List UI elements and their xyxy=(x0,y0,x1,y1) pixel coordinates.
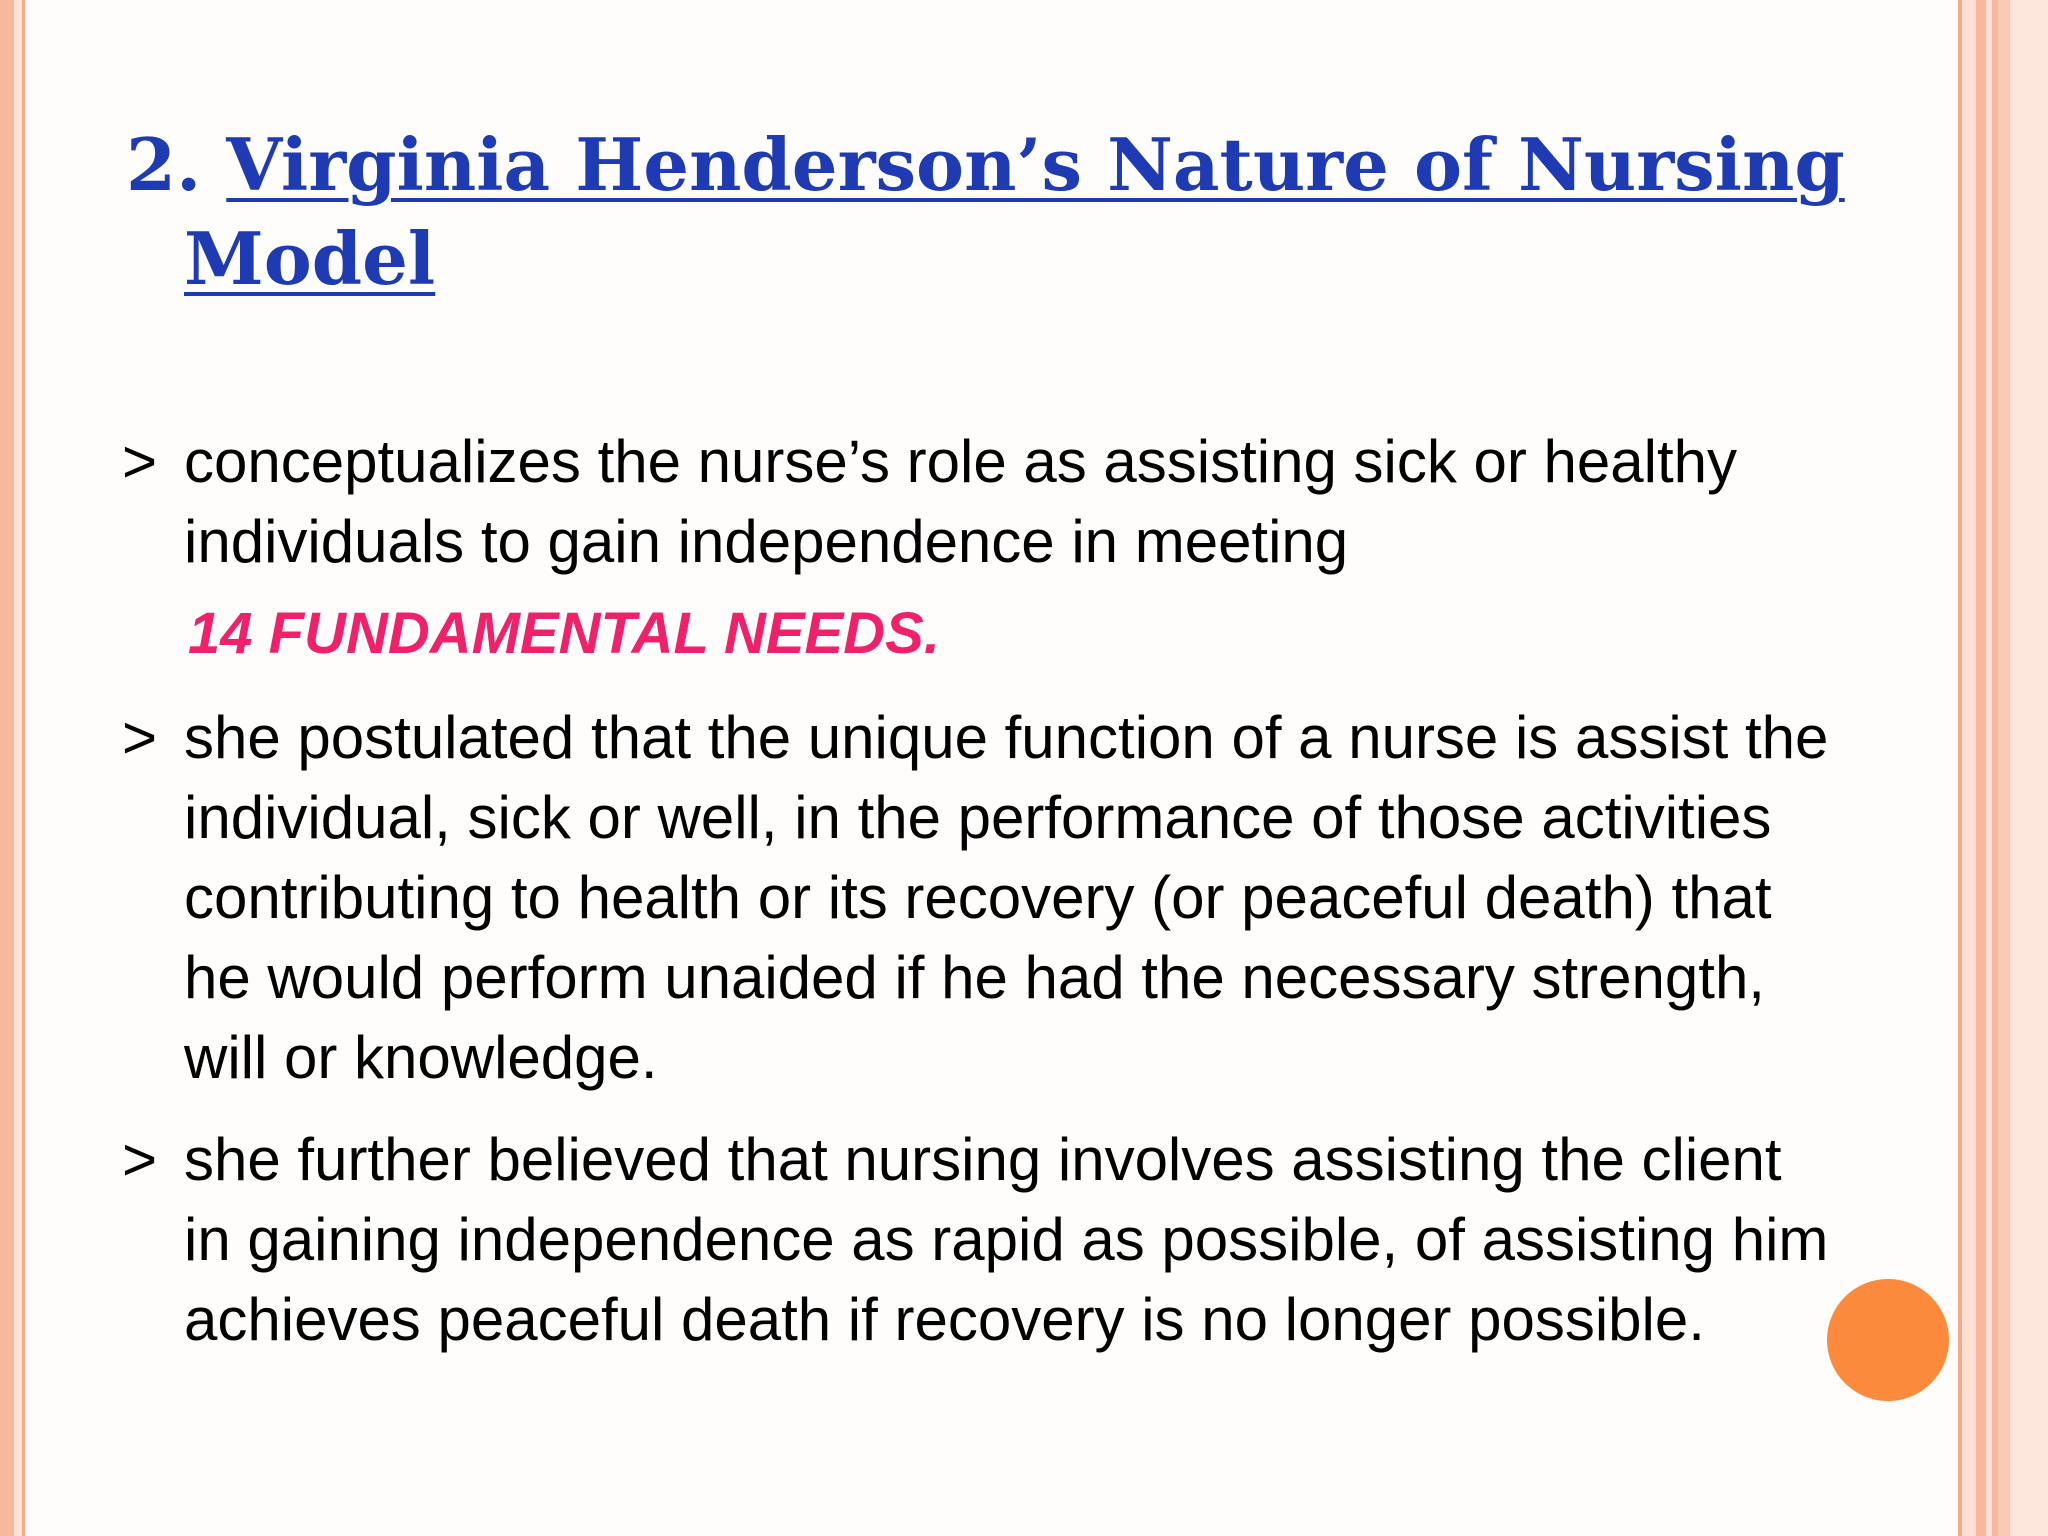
right-border-stripe-5 xyxy=(1998,0,2010,1536)
right-border-stripe-6 xyxy=(2010,0,2048,1536)
bullet-marker: > xyxy=(122,428,158,495)
left-border-stripe-inner xyxy=(14,0,22,1536)
bullet-marker: > xyxy=(122,1126,158,1193)
right-border-stripe-1 xyxy=(1962,0,1976,1536)
title-line-2: Model xyxy=(184,216,436,301)
bullet-text: conceptualizes the nurse’s role as assisting sick or healthy individuals to gain independence in meeting xyxy=(184,428,1738,575)
bullet-text: she further believed that nursing involves assisting the client in gaining independence as rapid as possible, of assisting him achieves peaceful death if recovery is no longer possible. xyxy=(184,1126,1829,1353)
left-border-stripe xyxy=(0,0,14,1536)
title-number: 2. xyxy=(126,122,202,207)
right-border-stripe-2 xyxy=(1976,0,1986,1536)
bullet-item xyxy=(122,698,1842,1098)
bullet-item xyxy=(122,1120,1842,1360)
bullet-item xyxy=(122,422,1842,666)
fundamental-needs-emphasis: 14 FUNDAMENTAL NEEDS. xyxy=(188,601,940,666)
orange-circle-decoration xyxy=(1827,1279,1949,1401)
title-line-1: Virginia Henderson’s Nature of Nursing xyxy=(226,122,1845,207)
slide-title xyxy=(126,118,1906,306)
left-border-line xyxy=(22,0,25,1536)
bullet-text: she postulated that the unique function of a nurse is assist the individual, sick or well, in the performance of those activities contributing to health or its recovery (or peaceful death) that he would perform unaided if he had the necessary strength, will or knowledge. xyxy=(184,704,1829,1091)
bullet-marker: > xyxy=(122,704,158,771)
title-line-2-wrap xyxy=(126,212,1906,306)
